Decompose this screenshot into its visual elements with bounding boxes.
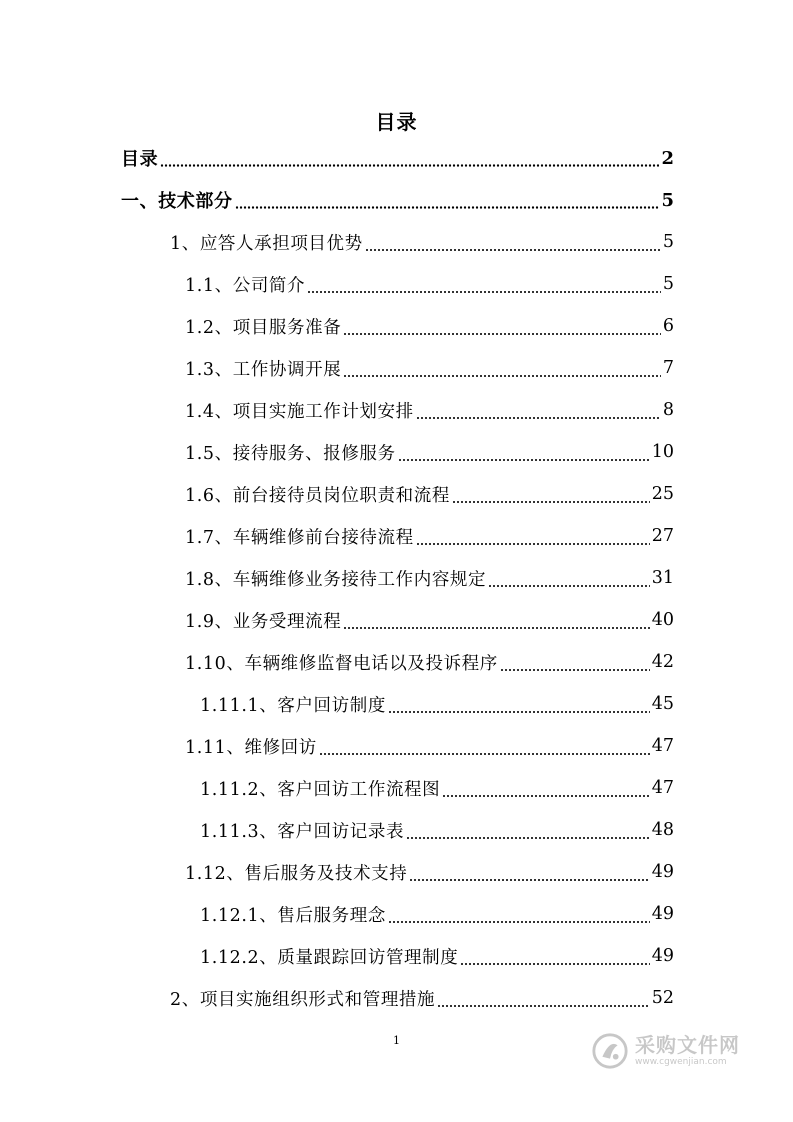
toc-entry-label: 1.6、前台接待员岗位职责和流程 <box>185 485 450 506</box>
toc-dot-leader <box>388 711 650 713</box>
toc-entry[interactable] <box>200 809 674 851</box>
toc-entry[interactable] <box>185 347 674 389</box>
toc-entry[interactable] <box>185 305 674 347</box>
watermark-url: www.cgwenjian.com <box>635 1057 727 1067</box>
toc-entry-label: 1.4、项目实施工作计划安排 <box>185 401 414 422</box>
toc-entry[interactable] <box>200 893 674 935</box>
watermark-name: 采购文件网 <box>635 1033 740 1057</box>
toc-entry-page: 49 <box>651 904 674 924</box>
toc-entry[interactable] <box>185 725 674 767</box>
page-title: 目录 <box>375 110 418 134</box>
toc-entry-label: 目录 <box>121 149 159 170</box>
toc-entry-page: 5 <box>662 274 674 294</box>
toc-entry-page: 25 <box>651 484 674 504</box>
toc-dot-leader <box>160 164 659 167</box>
toc-entry[interactable] <box>185 641 674 683</box>
toc-entry-label: 1.11、维修回访 <box>185 737 317 758</box>
toc-dot-leader <box>460 963 649 965</box>
toc-entry-label: 1.12.2、质量跟踪回访管理制度 <box>200 947 459 968</box>
toc-entry[interactable] <box>185 599 674 641</box>
toc-entry-label: 1.12.1、售后服务理念 <box>200 905 386 926</box>
toc-dot-leader <box>365 249 661 251</box>
toc-entry-page: 5 <box>662 232 674 252</box>
toc-entry[interactable] <box>185 557 674 599</box>
toc-entry-page: 40 <box>651 610 674 630</box>
toc-dot-leader <box>406 837 650 839</box>
toc-entry[interactable] <box>185 515 674 557</box>
toc-entry-label: 1.12、售后服务及技术支持 <box>185 863 408 884</box>
toc-entry[interactable] <box>185 473 674 515</box>
toc-entry-page: 5 <box>661 189 674 211</box>
toc-entry[interactable] <box>185 851 674 893</box>
toc-dot-leader <box>488 585 650 587</box>
toc-entry[interactable] <box>200 935 674 977</box>
toc-entry-label: 1.11.2、客户回访工作流程图 <box>200 779 441 800</box>
toc-dot-leader <box>500 669 650 671</box>
toc-entry-label: 1.9、业务受理流程 <box>185 611 342 632</box>
toc-dot-leader <box>398 459 650 461</box>
toc-entry-page: 45 <box>651 694 674 714</box>
toc-entry[interactable] <box>200 767 674 809</box>
toc-entry[interactable] <box>121 179 674 221</box>
toc-entry-page: 6 <box>662 316 674 336</box>
toc-entry-label: 1.10、车辆维修监督电话以及投诉程序 <box>185 653 498 674</box>
toc-entry[interactable] <box>121 137 674 179</box>
watermark <box>591 1030 751 1072</box>
toc-entry-label: 2、项目实施组织形式和管理措施 <box>170 989 436 1010</box>
toc-entry-page: 47 <box>651 778 674 798</box>
toc-entry-page: 48 <box>651 820 674 840</box>
toc-entry-page: 2 <box>661 147 674 169</box>
toc-dot-leader <box>343 375 661 377</box>
toc-dot-leader <box>343 333 661 335</box>
toc-entry-page: 7 <box>662 358 674 378</box>
toc-entry-label: 1.2、项目服务准备 <box>185 317 342 338</box>
toc-dot-leader <box>437 1005 650 1007</box>
toc-entry[interactable] <box>170 221 674 263</box>
toc-dot-leader <box>409 879 649 881</box>
toc-entry[interactable] <box>185 263 674 305</box>
toc-entry-page: 8 <box>662 400 674 420</box>
toc-dot-leader <box>416 417 661 419</box>
toc-entry-label: 1.1、公司简介 <box>185 275 306 296</box>
toc-entry-label: 1.8、车辆维修业务接待工作内容规定 <box>185 569 487 590</box>
toc-entry-label: 1.7、车辆维修前台接待流程 <box>185 527 414 548</box>
toc-entry-page: 10 <box>651 442 674 462</box>
toc-entry-page: 49 <box>651 862 674 882</box>
toc-entry[interactable] <box>170 977 674 1019</box>
toc-entry-page: 42 <box>651 652 674 672</box>
toc-entry-page: 31 <box>651 568 674 588</box>
page-number: 1 <box>393 1034 400 1047</box>
toc-entry-label: 1.11.3、客户回访记录表 <box>200 821 405 842</box>
toc-entry-label: 1.5、接待服务、报修服务 <box>185 443 396 464</box>
toc-entry[interactable] <box>185 389 674 431</box>
toc-dot-leader <box>307 291 661 293</box>
toc-dot-leader <box>442 795 649 797</box>
toc-entry-page: 47 <box>651 736 674 756</box>
toc-entry-label: 1.11.1、客户回访制度 <box>200 695 386 716</box>
toc-dot-leader <box>452 501 650 503</box>
toc-dot-leader <box>319 753 650 755</box>
toc-dot-leader <box>388 921 650 923</box>
toc-entry-label: 1、应答人承担项目优势 <box>170 233 363 254</box>
toc-entry-label: 一、技术部分 <box>121 191 233 212</box>
toc-entry-page: 52 <box>651 988 674 1008</box>
toc-entry-label: 1.3、工作协调开展 <box>185 359 342 380</box>
toc-dot-leader <box>343 627 649 629</box>
toc-entry-page: 27 <box>651 526 674 546</box>
toc-entry[interactable] <box>185 431 674 473</box>
toc-dot-leader <box>235 206 660 209</box>
toc-entry[interactable] <box>200 683 674 725</box>
toc-entry-page: 49 <box>651 946 674 966</box>
toc-dot-leader <box>416 543 650 545</box>
site-logo-icon <box>591 1032 629 1070</box>
